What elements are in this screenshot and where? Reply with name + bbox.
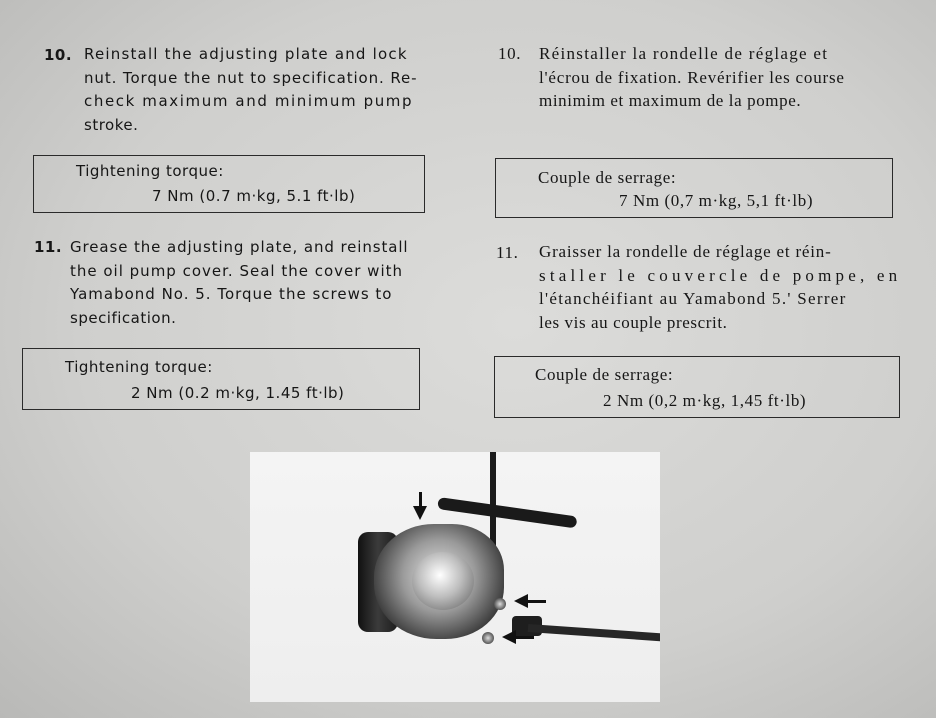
torque-value: 2 Nm (0.2 m·kg, 1.45 ft·lb) <box>131 384 345 402</box>
step-10-line: Reinstall the adjusting plate and lock <box>84 45 408 63</box>
step-11-line: the oil pump cover. Seal the cover with <box>70 261 404 280</box>
step-11-number-en: 11. <box>34 238 63 256</box>
step-11-line: les vis au couple prescrit. <box>539 312 728 332</box>
step-11-line: l'étanchéifiant au Yamabond 5.' Serrer <box>539 289 847 308</box>
pump-cover-shape <box>412 552 474 610</box>
torque-box-11-en <box>22 348 420 410</box>
step-10-text-fr <box>539 42 893 113</box>
torque-label: Couple de serrage: <box>535 365 674 384</box>
step-10-text-en <box>84 43 428 137</box>
torque-label: Couple de serrage: <box>538 168 677 187</box>
step-11-line: Graisser la rondelle de réglage et réin- <box>539 242 832 261</box>
torque-box-11-fr <box>494 356 900 418</box>
screw-icon <box>494 598 506 610</box>
step-11-number-fr: 11. <box>496 243 519 262</box>
torque-box-10-en <box>33 155 425 213</box>
arrow-shaft <box>516 636 534 639</box>
step-11-line: staller le couvercle de pompe, en <box>539 265 902 285</box>
torque-value: 7 Nm (0.7 m·kg, 5.1 ft·lb) <box>152 187 356 205</box>
step-10-number-en: 10. <box>44 46 73 64</box>
step-11-text-en <box>70 236 426 330</box>
arrow-shaft <box>528 600 546 603</box>
torque-label: Tightening torque: <box>65 358 213 376</box>
step-10-line: minimim et maximum de la pompe. <box>539 91 802 110</box>
step-11-line: Yamabond No. 5. Torque the screws to <box>70 285 393 303</box>
step-10-line: l'écrou de fixation. Revérifier les course <box>539 67 845 87</box>
step-10-line: stroke. <box>84 115 139 134</box>
step-10-line: nut. Torque the nut to specification. Re- <box>84 68 418 87</box>
step-11-text-fr <box>539 240 902 334</box>
torque-value: 7 Nm (0,7 m·kg, 5,1 ft·lb) <box>619 191 814 210</box>
cable-shape <box>528 624 660 641</box>
arrow-down-icon <box>413 506 427 520</box>
step-11-line: Grease the adjusting plate, and reinstall <box>70 238 409 256</box>
torque-box-10-fr <box>495 158 893 218</box>
torque-value: 2 Nm (0,2 m·kg, 1,45 ft·lb) <box>603 391 807 410</box>
arrow-left-icon <box>514 594 528 608</box>
step-10-line: Réinstaller la rondelle de réglage et <box>539 44 829 63</box>
screw-icon <box>482 632 494 644</box>
arrow-left-icon <box>502 630 516 644</box>
step-10-number-fr: 10. <box>498 44 522 63</box>
step-11-line: specification. <box>70 308 177 327</box>
oil-pump-photo <box>250 452 660 702</box>
step-10-line: check maximum and minimum pump <box>84 92 414 110</box>
torque-label: Tightening torque: <box>76 162 224 180</box>
